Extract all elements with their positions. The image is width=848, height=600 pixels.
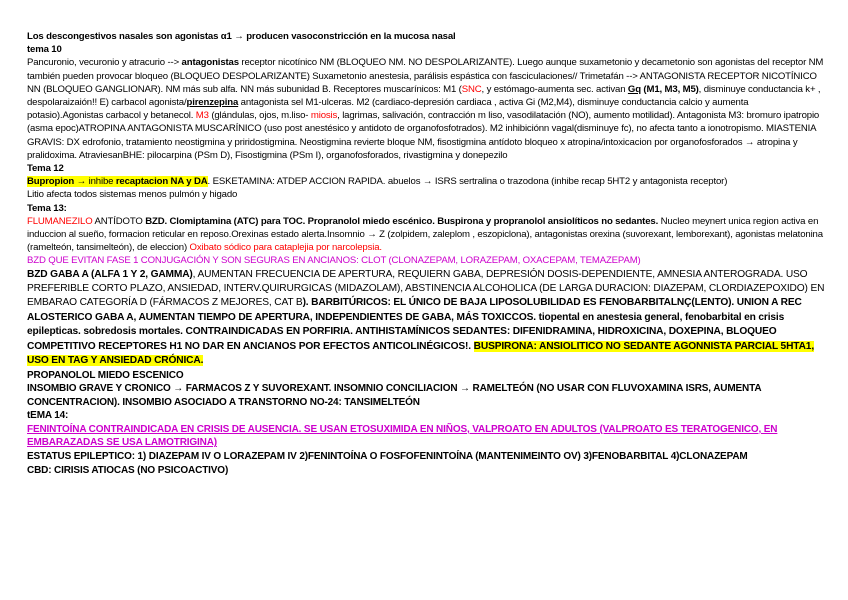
paragraph-propanolol: PROPANOLOL MIEDO ESCENICO bbox=[27, 369, 184, 381]
text-run: , AUMENTAN FRECUENCIA DE APERTURA, REQUIERN GABA, DEPRESIÓN DOSIS-DEPENDIENTE, AMNESIA ANTEROGRADA. USO PREFERIBLE CORTO PLAZO, ANSIEDAD, INTERV.QUIRURGICAS (MIDAZOLAM), ABSTINENCIA ALCOHOLICA (DE LARGA DURACION: DIAZEPAM, CLORDIAZEPOXIDO) EN EMBARAO CATEGORÍA D (FÁRMACOS Z MEJORES, CAT B bbox=[27, 268, 825, 309]
heading-descongestivos: Los descongestivos nasales son agonistas α1 → producen vasoconstricción en la mucosa nasal bbox=[27, 31, 456, 42]
text-run: Pancuronio, vecuronio y atracurio --> bbox=[27, 57, 182, 69]
paragraph-fenintoina: FENINTOÍNA CONTRAINDICADA EN CRISIS DE AUSENCIA. SE USAN ETOSUXIMIDA EN NIÑOS, VALPROATO EN ADULTOS (VALPROATO ES TERATOGENICO, EN EMBARAZADAS SE USA LAMOTRIGINA) bbox=[27, 423, 778, 449]
text-flumanezilo: FLUMANEZILO bbox=[27, 215, 93, 227]
document-body bbox=[27, 30, 827, 477]
text-antagonistas: antagonistas bbox=[181, 57, 239, 69]
text-barbituricos: ). BARBITÚRICOS: EL ÚNICO DE BAJA LIPOSOLUBILIDAD ES FENOBARBITALNÇ(LENTO). UNION A REC ALOSTERICO GABA A, AUMENTAN TIEMPO DE APERTURA, INDEPENDIENTES DE GABA, MÁS TOXICCOS. tiopental en anestesia general, fenobarbital en crisis epilepticas. sobredosis mortales. CONTRAINDICADAS EN PORFIRIA. ANTIHISTAMÍNICOS SEDANTES: DIFENIDRAMINA, HIDROXICINA, DOXEPINA, BLOQUEO COMPETITIVO RECEPTORES H1 NO DAR EN ANCIANOS POR EFECTOS ANTICOLINÉGICOS!. bbox=[27, 297, 802, 352]
text-run: . ESKETAMINA: ATDEP ACCION RAPIDA. abuelos → ISRS sertralina o trazodona (inhibe recap 5HT2 y antagonista receptor) bbox=[207, 176, 728, 188]
heading-tema-12: Tema 12 bbox=[27, 163, 64, 175]
text-m3: M3 bbox=[195, 110, 209, 122]
text-run: (glándulas, ojos, m.liso- bbox=[208, 110, 311, 122]
text-run: , y estómago-aumenta sec. activan bbox=[481, 83, 628, 95]
text-miosis: miosis bbox=[310, 110, 338, 122]
text-bzd-gaba-a: BZD GABA A (ALFA 1 Y 2, GAMMA) bbox=[27, 268, 193, 280]
text-pirenzepina: pirenzepina bbox=[186, 97, 239, 109]
text-run: receptor nicotínico NM (BLOQUEO NM. NO DESPOLARIZANTE). Luego aunque suxametonio y decametonio son agonistas del receptor NM también pueden provocar bloqueo (BLOQUEO DESPOLARIZANTE) Suxametonio anestesia, parálisis espástica con fasciculaciones// Trimetafán --> ANTAGONISTA RECEPTOR NICOTÍNICO NN (BLOQUEO GANGLIONAR). NM más sub alfa. NN más subunidad B. Receptores muscarínicos: M1 ( bbox=[27, 57, 824, 95]
text-inhibe: → inhibe bbox=[74, 176, 116, 188]
paragraph-tema-12 bbox=[27, 175, 827, 188]
heading-tema-14: tEMA 14: bbox=[27, 410, 69, 422]
text-run: , disminuye conductancia k+ , despolaraizaión!! E) carbacol agonista/ bbox=[27, 83, 821, 109]
text-snc: SNC bbox=[461, 83, 482, 95]
text-run: , lagrimas, salivación, contracción m liso, vasodilatación (NO), aumento motilidad). Antagonista M3: bromuro ipatropio (asma epoc)ATROPINA ANTAGONISTA MUSCARÍNICO (uso post anestésico y antidoto de organofosfotrados). M2 inhibiciónn vagal(disminuye fc), no afecta tanto a ionotropismo. MIASTENIA GRAVIS: DX edrofonio, tratamiento neostigmina y priridostigmina. Neostigmina revierte bloque NM, fisostigmina antídoto bloqueo x atropina/intoxicacion por organofosforados → atropina y pralidoxima. AtraviesanBHE: pilocarpina (PSm D), Fisostigmina (PSm I), organofosforados, rivastigmina y donepezilo bbox=[27, 110, 820, 161]
text-bupropion: Bupropion bbox=[27, 176, 75, 188]
text-run: ANTÍDOTO bbox=[92, 215, 146, 227]
text-run: antagonista sel M1-ulceras. M2 (cardiaco-depresión cardiaca , activa Gi (M2,M4), disminuye conductancia calcio y aumenta potasio).Agonistas carbacol y betanecol. bbox=[27, 97, 749, 122]
text-recaptacion: recaptacion NA y DA bbox=[115, 176, 208, 188]
heading-tema-13: Tema 13: bbox=[27, 202, 67, 214]
heading-tema-10: tema 10 bbox=[27, 44, 62, 56]
text-buspirona: BUSPIRONA: ANSIOLITICO NO SEDANTE AGONNISTA PARCIAL 5HTA1, USO EN TAG Y ANSIEDAD CRÓNICA. bbox=[27, 340, 814, 367]
paragraph-tema-10 bbox=[27, 56, 827, 162]
text-oxibato: Oxibato sódico para cataplejia por narcolepsia. bbox=[189, 242, 382, 254]
paragraph-cbd: CBD: CIRISIS ATIOCAS (NO PSICOACTIVO) bbox=[27, 464, 229, 476]
text-run: Nucleo meynert unica region activa en induccion al sueño, formacion reticular en reposo.Orexinas estado alerta.Insomnio → Z (zolpidem, zaleplom , eszopiclona), antagonistas orexina (suvorexant, lemborexant), agonistas melatonina (ramelteón, tansimelteón), de eleccion) bbox=[27, 215, 823, 254]
paragraph-litio: Litio afecta todos sistemas menos pulmón y higado bbox=[27, 189, 238, 201]
paragraph-bzd-clot: BZD QUE EVITAN FASE 1 CONJUGACIÓN Y SON SEGURAS EN ANCIANOS: CLOT (CLONAZEPAM, LORAZEPAM, OXACEPAM, TEMAZEPAM) bbox=[27, 255, 641, 267]
paragraph-estatus-epileptico: ESTATUS EPILEPTICO: 1) DIAZEPAM IV O LORAZEPAM IV 2)FENINTOÍNA O FOSFOFENINTOÍNA (MANTENIMEINTO OV) 3)FENOBARBITAL 4)CLONAZEPAM bbox=[27, 451, 748, 463]
paragraph-tema-13 bbox=[27, 215, 827, 255]
text-gq: Gq bbox=[627, 83, 641, 95]
text-bzd-clomiptamina: BZD. Clomiptamina (ATC) para TOC. Propranolol miedo escénico. Buspirona y propranolol ansiolíticos no sedantes. bbox=[145, 215, 659, 227]
paragraph-insomnio: INSOMBIO GRAVE Y CRONICO → FARMACOS Z Y SUVOREXANT. INSOMNIO CONCILIACION → RAMELTEÓN (NO USAR CON FLUVOXAMINA ISRS, AUMENTA CONCENTRACION). INSOMBIO ASOCIADO A TRANSTORNO NO-24: TANSIMELTEÓN bbox=[27, 383, 762, 408]
paragraph-bzd-gaba bbox=[27, 268, 827, 369]
text-m1-m3-m5: (M1, M3, M5) bbox=[640, 83, 699, 95]
